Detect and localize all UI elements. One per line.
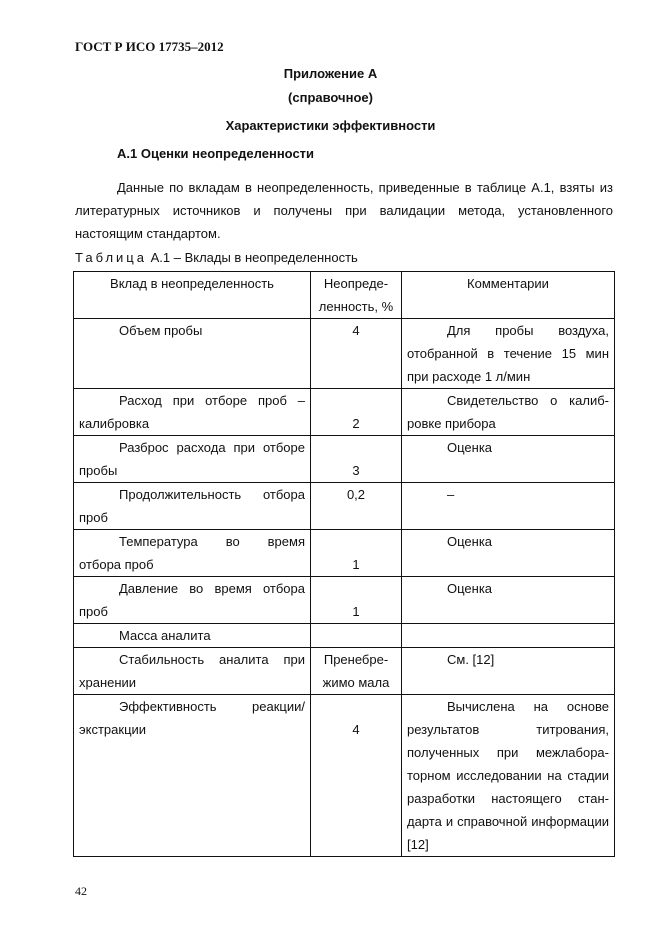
cell-text: Продолжительность отбора [119, 487, 305, 502]
cell-text: жимо мала [322, 675, 390, 690]
table-row [74, 530, 615, 577]
cell-comment [402, 695, 615, 857]
cell-text: – [447, 487, 455, 502]
cell-value: 4 [311, 319, 402, 389]
cell-comment [402, 530, 615, 577]
table-row [74, 648, 615, 695]
cell-contribution [74, 530, 311, 577]
cell-text: Оценка [447, 440, 493, 455]
cell-comment [402, 389, 615, 436]
cell-text: Для пробы воздуха, [447, 323, 609, 338]
table-row [74, 695, 615, 857]
cell-text: полученных при межлабора- [407, 745, 609, 760]
cell-value [311, 648, 402, 695]
cell-text: Объем пробы [119, 323, 203, 338]
section-title: А.1 Оценки неопределенности [117, 146, 315, 161]
table-row [74, 436, 615, 483]
cell-text: Пренебре- [323, 652, 389, 667]
cell-text: 2 [352, 416, 360, 431]
cell-text: ровке прибора [407, 416, 496, 431]
cell-text: 1 [352, 557, 360, 572]
cell-text: хранении [79, 675, 137, 690]
table-row [74, 624, 615, 648]
cell-value [311, 577, 402, 624]
cell-contribution [74, 648, 311, 695]
cell-comment [402, 648, 615, 695]
cell-text: при расходе 1 л/мин [407, 369, 531, 384]
cell-text: торном исследовании на стадии [407, 768, 609, 783]
cell-value [311, 530, 402, 577]
cell-text: экстракции [79, 722, 147, 737]
cell-text: Стабильность аналита при [119, 652, 305, 667]
table-header-row [74, 272, 615, 319]
header-uncertainty [311, 272, 402, 319]
cell-text: Свидетельство о калиб- [447, 393, 609, 408]
cell-text: Температура во время [119, 534, 305, 549]
table-caption-text: А.1 – Вклады в неопределенность [150, 250, 358, 265]
appendix-heading: Характеристики эффективности [225, 118, 436, 133]
header-uncertainty-line2: ленность, % [318, 299, 394, 314]
header-comments: Комментарии [402, 272, 615, 319]
cell-text: проб [79, 604, 108, 619]
cell-text: проб [79, 510, 108, 525]
cell-contribution [74, 319, 311, 389]
cell-text: разработки настоящего стан- [407, 791, 609, 806]
header-contribution: Вклад в неопределенность [74, 272, 311, 319]
cell-text: отобранной в течение 15 мин [407, 346, 609, 361]
cell-text: отбора проб [79, 557, 154, 572]
cell-text: Давление во время отбора [119, 581, 305, 596]
cell-value [311, 695, 402, 857]
cell-comment [402, 577, 615, 624]
cell-text: 3 [352, 463, 360, 478]
cell-text: Оценка [447, 581, 493, 596]
cell-contribution [74, 624, 311, 648]
cell-text: результатов титрования, [407, 722, 609, 737]
cell-comment [402, 624, 615, 648]
cell-value [311, 389, 402, 436]
cell-contribution [74, 577, 311, 624]
cell-comment [402, 483, 615, 530]
cell-value [311, 624, 402, 648]
cell-comment [402, 436, 615, 483]
uncertainty-table [73, 271, 615, 857]
cell-value [311, 436, 402, 483]
cell-contribution [74, 695, 311, 857]
cell-text: дарта и справочной информации [407, 814, 609, 829]
appendix-title: Приложение А [283, 66, 378, 81]
appendix-subtitle: (справочное) [288, 90, 373, 105]
cell-contribution [74, 436, 311, 483]
cell-value: 0,2 [311, 483, 402, 530]
table-row [74, 389, 615, 436]
table-row [74, 483, 615, 530]
cell-text: Масса аналита [119, 628, 211, 643]
cell-text: Расход при отборе проб – [119, 393, 305, 408]
cell-text: Вычислена на основе [447, 699, 609, 714]
intro-paragraph: Данные по вкладам в неопределенность, приведенные в таблице А.1, взяты из литературных источников и получены при валидации метода, установленного настоящим стандартом. [75, 180, 613, 241]
cell-text: Эффективность реакции/ [119, 699, 305, 714]
cell-comment [402, 319, 615, 389]
cell-text: 4 [352, 722, 360, 737]
cell-contribution [74, 389, 311, 436]
table-caption-word: Таблица [75, 250, 147, 265]
cell-text: калибровка [79, 416, 150, 431]
table-row [74, 577, 615, 624]
cell-text: См. [12] [447, 652, 495, 667]
header-uncertainty-line1: Неопреде- [323, 276, 389, 291]
cell-text: Разброс расхода при отборе [119, 440, 305, 455]
cell-text: пробы [79, 463, 118, 478]
cell-text: Оценка [447, 534, 493, 549]
cell-contribution [74, 483, 311, 530]
page-number: 42 [75, 884, 87, 898]
table-caption [75, 250, 358, 265]
cell-text: 1 [352, 604, 360, 619]
table-row [74, 319, 615, 389]
cell-text: [12] [407, 837, 429, 852]
standard-header: ГОСТ Р ИСО 17735–2012 [75, 39, 224, 54]
